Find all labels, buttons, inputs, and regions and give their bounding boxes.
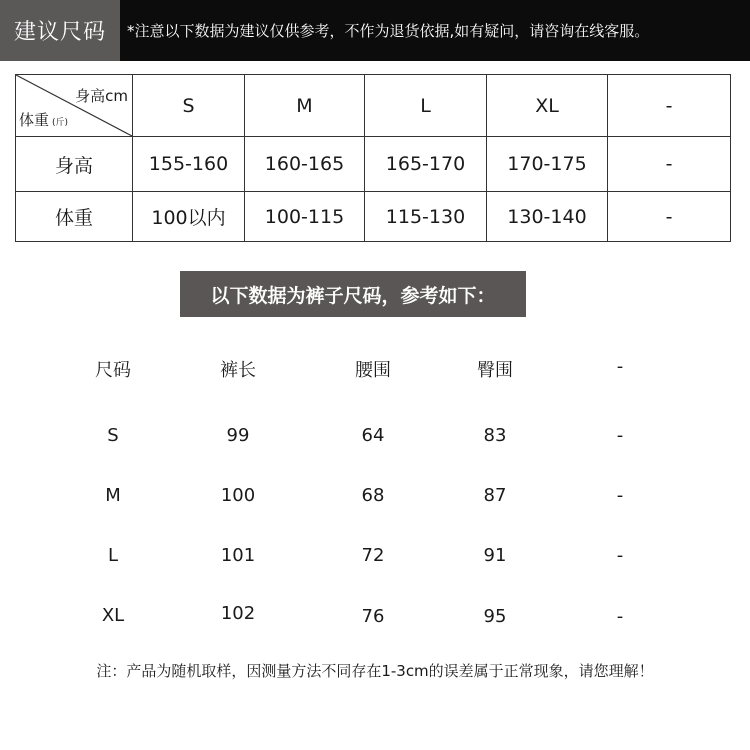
table-cell: 100-115: [245, 192, 365, 242]
notice-text: *注意以下数据为建议仅供参考，不作为退货依据,如有疑问，请咨询在线客服。: [127, 22, 650, 40]
corner-weight-text: 体重: [19, 111, 50, 129]
pants-cell: 95: [483, 606, 507, 627]
table-cell: 165-170: [365, 137, 487, 192]
pants-cell: S: [107, 425, 119, 446]
table-cell: 130-140: [487, 192, 608, 242]
page-title: 建议尺码: [0, 0, 120, 61]
pants-header-cell: 尺码: [95, 360, 131, 381]
table-cell: 160-165: [245, 137, 365, 192]
size-header: XL: [487, 75, 608, 137]
row-label-height: 身高: [16, 137, 133, 192]
pants-section-banner: 以下数据为裤子尺码，参考如下：: [180, 271, 526, 317]
pants-cell: 76: [361, 606, 385, 627]
pants-cell: 68: [361, 485, 385, 506]
pants-cell: 87: [483, 485, 507, 506]
pants-cell: 101: [220, 545, 256, 566]
pants-cell: XL: [101, 605, 125, 626]
pants-cell: M: [105, 485, 121, 506]
size-header: -: [608, 75, 731, 137]
pants-cell: -: [616, 485, 624, 506]
pants-cell: L: [107, 545, 119, 566]
table-cell: -: [608, 137, 731, 192]
pants-cell: -: [616, 545, 624, 566]
pants-cell: -: [616, 425, 624, 446]
table-cell: 115-130: [365, 192, 487, 242]
pants-cell: 64: [361, 425, 385, 446]
pants-cell: 91: [483, 545, 507, 566]
pants-cell: 72: [361, 545, 385, 566]
pants-cell: 102: [220, 603, 256, 624]
pants-cell: -: [616, 606, 624, 627]
table-cell: 170-175: [487, 137, 608, 192]
row-label-weight: 体重: [16, 192, 133, 242]
size-header: L: [365, 75, 487, 137]
pants-header-cell: 腰围: [355, 360, 391, 381]
table-cell: -: [608, 192, 731, 242]
pants-cell: 99: [226, 425, 250, 446]
pants-header-cell: 臀围: [477, 360, 513, 381]
size-header: M: [245, 75, 365, 137]
corner-weight-unit: (斤): [52, 118, 69, 128]
footer-note: 注：产品为随机取样，因测量方法不同存在1-3cm的误差属于正常现象，请您理解！: [96, 662, 654, 680]
pants-header-cell: -: [616, 356, 624, 377]
pants-header-cell: 裤长: [220, 360, 256, 381]
table-cell: 100以内: [133, 192, 245, 242]
pants-cell: 100: [220, 485, 256, 506]
pants-cell: 83: [483, 425, 507, 446]
corner-height-label: 身高cm: [75, 87, 128, 105]
size-header: S: [133, 75, 245, 137]
table-cell: 155-160: [133, 137, 245, 192]
